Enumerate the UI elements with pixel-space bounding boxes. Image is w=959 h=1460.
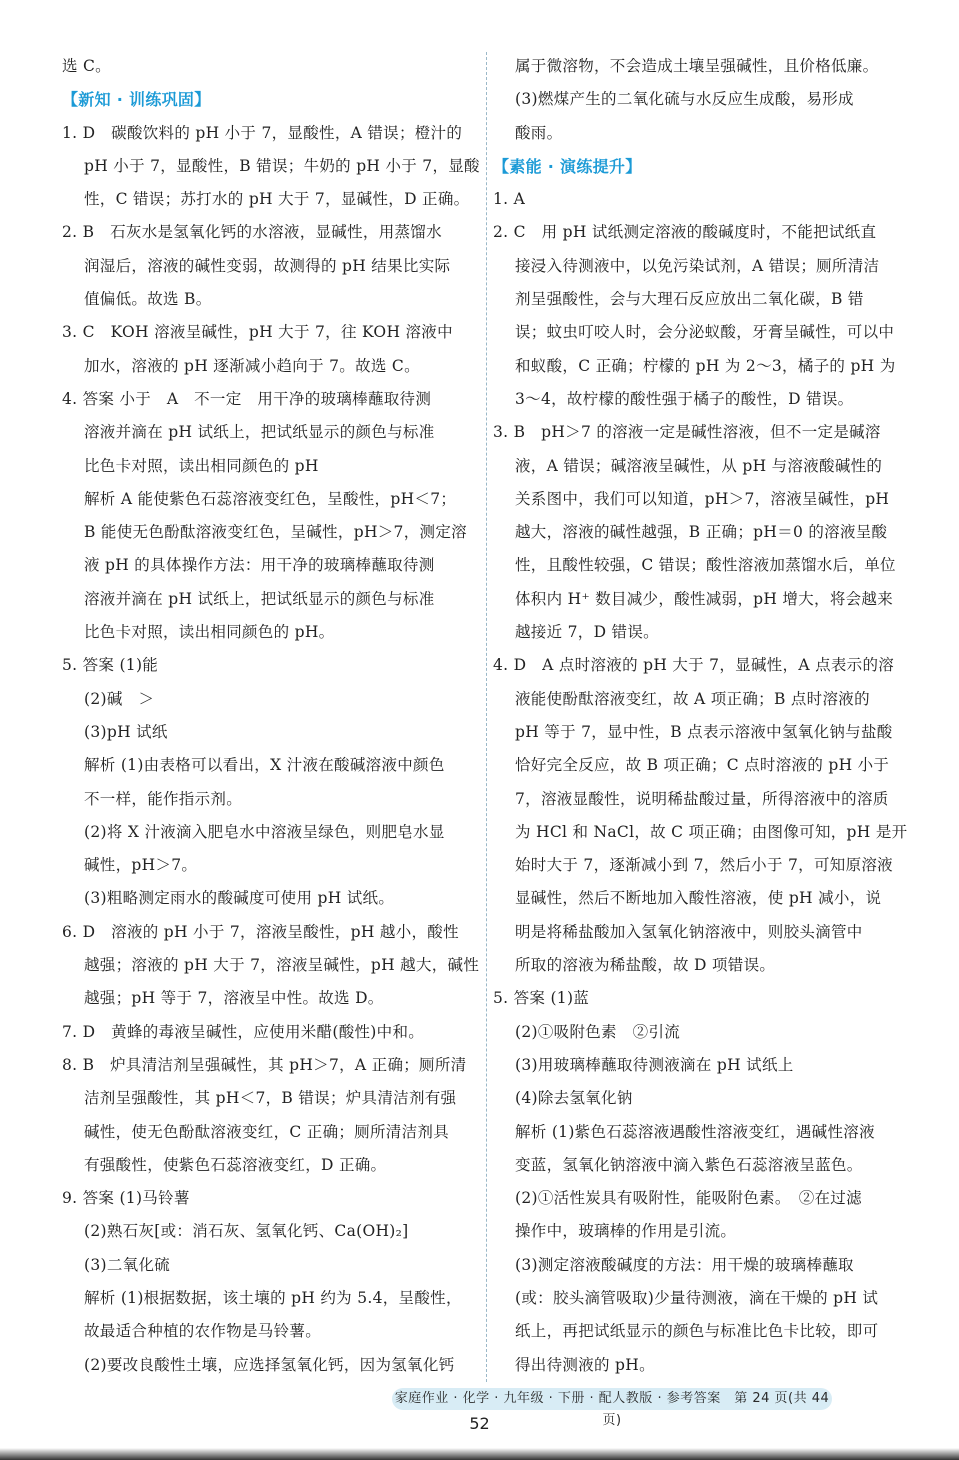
- answer-item-line: 1. D 碳酸饮料的 pH 小于 7，显酸性，A 错误；橙汁的: [62, 123, 463, 142]
- right-column: [493, 50, 911, 1382]
- text-line: 选 C。: [62, 57, 111, 75]
- answer-item-line: 4. D A 点时溶液的 pH 大于 7，显碱性，A 点表示的溶: [493, 656, 895, 675]
- text-line: 接浸入待测液中，以免污染试剂，A 错误；厕所清洁: [515, 256, 880, 275]
- text-line: 碱性，pH＞7。: [84, 856, 198, 875]
- text-line: 溶液并滴在 pH 试纸上，把试纸显示的颜色与标准: [84, 589, 435, 608]
- text-line: (或：胶头滴管吸取)少量待测液，滴在干燥的 pH 试: [515, 1288, 879, 1307]
- text-line: 值偏低。故选 B。: [84, 290, 212, 309]
- footer-banner: 家庭作业 · 化学 · 九年级 · 下册 · 配人教版 · 参考答案 第 24 页(共 44 页): [392, 1388, 832, 1410]
- answer-item-line: 6. D 溶液的 pH 小于 7，溶液呈酸性，pH 越小，酸性: [62, 922, 459, 941]
- text-line: 液 pH 的具体操作方法：用干净的玻璃棒蘸取待测: [84, 556, 435, 575]
- text-line: 变蓝，氢氧化钠溶液中滴入紫色石蕊溶液呈蓝色。: [515, 1155, 863, 1174]
- text-line: 越强；pH 等于 7，溶液呈中性。故选 D。: [84, 989, 384, 1008]
- text-line: 比色卡对照，读出相同颜色的 pH。: [84, 623, 335, 642]
- text-line: 和蚁酸，C 正确；柠檬的 pH 为 2～3，橘子的 pH 为: [515, 356, 896, 375]
- text-line: 关系图中，我们可以知道，pH＞7，溶液呈碱性，pH: [515, 489, 890, 508]
- answer-item-line: 3. C KOH 溶液呈碱性，pH 大于 7，往 KOH 溶液中: [62, 323, 453, 342]
- text-line: 碱性，使无色酚酞溶液变红，C 正确；厕所清洁剂具: [84, 1122, 449, 1141]
- text-line: (3)测定溶液酸碱度的方法：用干燥的玻璃棒蘸取: [515, 1255, 854, 1274]
- text-line: (3)粗略测定雨水的酸碱度可使用 pH 试纸。: [84, 889, 395, 908]
- answer-item-line: 7. D 黄蜂的毒液呈碱性，应使用米醋(酸性)中和。: [62, 1022, 425, 1041]
- text-line: 体积内 H⁺ 数目减少，酸性减弱，pH 增大，将会越来: [515, 589, 894, 608]
- text-line: 解析 A 能使紫色石蕊溶液变红色，呈酸性，pH＜7；: [84, 489, 457, 508]
- answer-item-line: 5. 答案 (1)能: [62, 656, 159, 675]
- text-line: 润湿后，溶液的碱性变弱，故测得的 pH 结果比实际: [84, 256, 451, 275]
- page-number: 52: [469, 1414, 490, 1433]
- text-line: (2)①活性炭具有吸附性，能吸附色素。 ②在过滤: [515, 1189, 862, 1208]
- text-line: 酸雨。: [515, 123, 563, 142]
- text-line: 解析 (1)根据数据，该土壤的 pH 约为 5.4，呈酸性，: [84, 1288, 462, 1307]
- text-line: (2)要改良酸性土壤，应选择氢氧化钙，因为氢氧化钙: [84, 1355, 455, 1374]
- text-line: 溶液并滴在 pH 试纸上，把试纸显示的颜色与标准: [84, 423, 435, 442]
- answer-item-line: 1. A: [493, 190, 526, 209]
- page-edge-shadow: [0, 1448, 959, 1460]
- answer-item-line: 2. B 石灰水是氢氧化钙的水溶液，显碱性，用蒸馏水: [62, 223, 442, 242]
- text-line: 液能使酚酞溶液变红，故 A 项正确；B 点时溶液的: [515, 689, 870, 708]
- text-line: 恰好完全反应，故 B 项正确；C 点时溶液的 pH 小于: [515, 756, 890, 775]
- text-line: 故最适合种植的农作物是马铃薯。: [84, 1322, 322, 1341]
- text-line: 操作中，玻璃棒的作用是引流。: [515, 1222, 737, 1241]
- text-line: (4)除去氢氧化钠: [515, 1089, 633, 1108]
- text-line: 属于微溶物，不会造成土壤呈强碱性，且价格低廉。: [515, 57, 879, 75]
- text-line: (2)①吸附色素 ②引流: [515, 1022, 681, 1041]
- text-line: 有强酸性，使紫色石蕊溶液变红，D 正确。: [84, 1155, 387, 1174]
- section-header: 【素能 · 演练提升】: [493, 156, 642, 176]
- text-line: B 能使无色酚酞溶液变红色，呈碱性，pH＞7，测定溶: [84, 523, 467, 542]
- text-line: 越接近 7，D 错误。: [515, 623, 659, 642]
- text-line: 始时大于 7，逐渐减小到 7，然后小于 7，可知原溶液: [515, 856, 893, 875]
- text-line: pH 等于 7，显中性，B 点表示溶液中氢氧化钠与盐酸: [515, 722, 893, 741]
- answer-item-line: 8. B 炉具清洁剂呈强碱性，其 pH＞7，A 正确；厕所清: [62, 1055, 467, 1074]
- text-line: (3)pH 试纸: [84, 722, 168, 741]
- text-line: 所取的溶液为稀盐酸，故 D 项错误。: [515, 956, 776, 975]
- text-line: 明是将稀盐酸加入氢氧化钠溶液中，则胶头滴管中: [515, 922, 863, 941]
- section-header: 【新知 · 训练巩固】: [62, 90, 211, 110]
- column-divider: [486, 52, 487, 1382]
- text-line: 纸上，再把试纸显示的颜色与标准比色卡比较，即可: [515, 1322, 879, 1341]
- text-line: (3)燃煤产生的二氧化硫与水反应生成酸，易形成: [515, 90, 854, 109]
- text-line: 加水，溶液的 pH 逐渐减小趋向于 7。故选 C。: [84, 356, 420, 375]
- text-line: 性，且酸性较强，C 错误；酸性溶液加蒸馏水后，单位: [515, 556, 896, 575]
- text-line: (2)碱 ＞: [84, 689, 155, 708]
- answer-item-line: 3. B pH＞7 的溶液一定是碱性溶液，但不一定是碱溶: [493, 423, 881, 442]
- text-line: 误；蚊虫叮咬人时，会分泌蚁酸，牙膏呈碱性，可以中: [515, 323, 895, 342]
- text-line: 剂呈强酸性，会与大理石反应放出二氧化碳，B 错: [515, 290, 864, 309]
- text-line: 解析 (1)紫色石蕊溶液遇酸性溶液变红，遇碱性溶液: [515, 1122, 875, 1141]
- text-line: 7，溶液显酸性，说明稀盐酸过量，所得溶液中的溶质: [515, 789, 889, 808]
- text-line: (2)将 X 汁液滴入肥皂水中溶液呈绿色，则肥皂水显: [84, 822, 445, 841]
- text-line: 解析 (1)由表格可以看出，X 汁液在酸碱溶液中颜色: [84, 756, 445, 775]
- answer-item-line: 2. C 用 pH 试纸测定溶液的酸碱度时，不能把试纸直: [493, 223, 877, 242]
- text-line: 越大，溶液的碱性越强，B 正确；pH＝0 的溶液呈酸: [515, 523, 888, 542]
- text-line: 洁剂呈强酸性，其 pH＜7，B 错误；炉具清洁剂有强: [84, 1089, 457, 1108]
- text-line: 3～4，故柠檬的酸性强于橘子的酸性，D 错误。: [515, 389, 854, 408]
- text-line: 得出待测液的 pH。: [515, 1355, 655, 1374]
- answer-item-line: 4. 答案 小于 A 不一定 用干净的玻璃棒蘸取待测: [62, 389, 432, 408]
- text-line: (2)熟石灰[或：消石灰、氢氧化钙、Ca(OH)₂]: [84, 1222, 409, 1241]
- text-line: (3)二氧化硫: [84, 1255, 171, 1274]
- text-line: (3)用玻璃棒蘸取待测液滴在 pH 试纸上: [515, 1055, 794, 1074]
- text-line: 液，A 错误；碱溶液呈碱性，从 pH 与溶液酸碱性的: [515, 456, 883, 475]
- text-line: 为 HCl 和 NaCl，故 C 项正确；由图像可知，pH 是开: [515, 822, 908, 841]
- text-line: pH 小于 7，显酸性，B 错误；牛奶的 pH 小于 7，显酸: [84, 156, 480, 175]
- answer-item-line: 9. 答案 (1)马铃薯: [62, 1189, 190, 1208]
- answer-item-line: 5. 答案 (1)蓝: [493, 989, 590, 1008]
- text-line: 显碱性，然后不断地加入酸性溶液，使 pH 减小，说: [515, 889, 882, 908]
- text-line: 比色卡对照，读出相同颜色的 pH: [84, 456, 319, 475]
- left-column: [62, 50, 480, 1382]
- text-line: 越强；溶液的 pH 大于 7，溶液呈碱性，pH 越大，碱性: [84, 956, 480, 975]
- text-line: 不一样，能作指示剂。: [84, 789, 243, 808]
- text-line: 性，C 错误；苏打水的 pH 大于 7，显碱性，D 正确。: [84, 190, 470, 209]
